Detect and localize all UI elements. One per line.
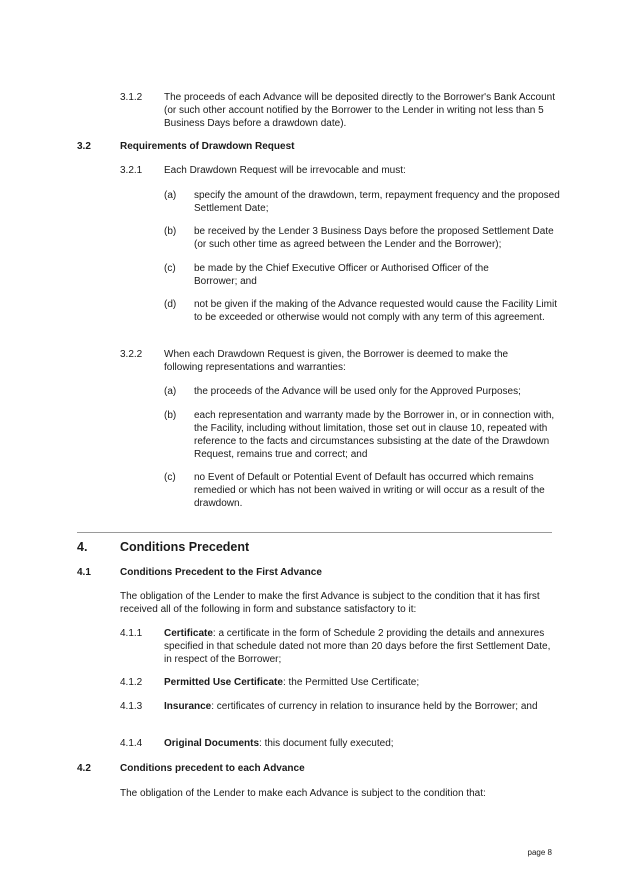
clause-number: 4.2 [77, 763, 91, 774]
clause-intro: Each Drawdown Request will be irrevocable and must: [164, 165, 406, 176]
clause-text: The proceeds of each Advance will be deposited directly to the Borrower's Bank Account (or such other account notified by the Borrower to the Lender in writing not less than 5 Business Days before a drawdown date). [164, 92, 556, 129]
item-text: specify the amount of the drawdown, term, repayment frequency and the proposed Settlement Date; [194, 190, 560, 214]
item-text: the proceeds of the Advance will be used only for the Approved Purposes; [194, 386, 521, 397]
item-label: (c) [164, 472, 176, 483]
clause-text [164, 737, 554, 750]
clause-body: : the Permitted Use Certificate; [282, 677, 420, 688]
item-label: (c) [164, 263, 176, 274]
defined-term: Insurance [164, 701, 212, 712]
item-label: (b) [164, 226, 177, 237]
clause-heading: Conditions Precedent to the First Advance [120, 567, 322, 578]
clause-number: 3.2.2 [120, 349, 143, 360]
item-label: (a) [164, 386, 177, 397]
item-text: each representation and warranty made by the Borrower in, or in connection with, the Facility, including without limitation, those set out in clause 10, repeated with reference to the facts and circumstances subsisting at the date of the Drawdown Request, remains true and correct; and [194, 410, 555, 460]
clause-intro: When each Drawdown Request is given, the Borrower is deemed to make the following representations and warranties: [164, 349, 509, 373]
item-text: not be given if the making of the Advance requested would cause the Facility Limit to be exceeded or otherwise would not comply with any term of this agreement. [194, 299, 557, 323]
clause-number: 4.1.1 [120, 628, 143, 639]
clause-number: 4.1.2 [120, 677, 143, 688]
page-number: page 8 [527, 848, 552, 857]
section-heading: Conditions Precedent [120, 540, 250, 554]
clause-intro: The obligation of the Lender to make each Advance is subject to the condition that: [120, 788, 486, 799]
clause-body: : this document fully executed; [259, 738, 394, 749]
clause-text [164, 627, 554, 666]
item-text: no Event of Default or Potential Event of Default has occurred which remains remedied or which has not been waived in writing or will occur as a result of the drawdown. [194, 472, 545, 509]
clause-number: 3.1.2 [120, 92, 143, 103]
clause-number: 3.2 [77, 141, 91, 152]
defined-term: Certificate [164, 628, 213, 639]
clause-number: 3.2.1 [120, 165, 143, 176]
clause-number: 4.1.3 [120, 701, 143, 712]
defined-term: Original Documents [164, 738, 260, 749]
clause-body: : certificates of currency in relation to insurance held by the Borrower; and [211, 701, 538, 712]
clause-number: 4.1.4 [120, 738, 143, 749]
defined-term: Permitted Use Certificate [164, 677, 283, 688]
clause-intro: The obligation of the Lender to make the first Advance is subject to the condition that it has first received all of the following in form and substance satisfactory to it: [120, 591, 540, 615]
clause-body: : a certificate in the form of Schedule 2 providing the details and annexures specified in that schedule dated not more than 20 days before the first Settlement Date, in respect of the Borrower; [164, 628, 551, 665]
section-number: 4. [77, 540, 88, 554]
clause-text [164, 700, 554, 713]
section-divider [77, 532, 552, 533]
clause-text [164, 676, 554, 689]
clause-heading: Requirements of Drawdown Request [120, 141, 295, 152]
clause-number: 4.1 [77, 567, 91, 578]
item-label: (d) [164, 299, 177, 310]
item-label: (b) [164, 410, 177, 421]
item-label: (a) [164, 190, 177, 201]
item-text: be received by the Lender 3 Business Days before the proposed Settlement Date (or such other time as agreed between the Lender and the Borrower); [194, 226, 554, 250]
clause-heading: Conditions precedent to each Advance [120, 763, 305, 774]
item-text: be made by the Chief Executive Officer or Authorised Officer of the Borrower; and [194, 263, 489, 287]
